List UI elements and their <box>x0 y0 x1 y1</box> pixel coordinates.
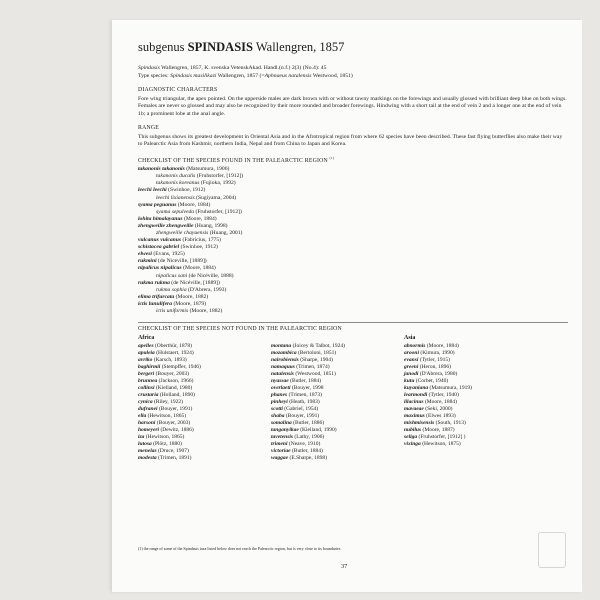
species-author: (Huang, 2001) <box>208 229 243 236</box>
type-species-mid: Wallengren, 1857 (= <box>216 72 265 79</box>
species-author: (Swinhoe, 1912) <box>166 187 206 194</box>
list-item <box>138 441 201 448</box>
species-name: ictis lunulifera <box>138 300 173 307</box>
species-author: (Fruhstorfer, [1912]) <box>195 173 244 180</box>
species-name: homeyeri <box>138 427 160 434</box>
species-name: somalina <box>271 420 292 427</box>
species-author: (Moore, 1884) <box>423 399 458 406</box>
divider <box>138 322 568 323</box>
species-name: vulcanus vulcanus <box>138 237 182 244</box>
list-item <box>404 441 472 448</box>
species-author: (Fruhstorfer, [1912]) <box>194 208 242 215</box>
species-name: menelas <box>138 448 157 454</box>
notfound-columns <box>138 334 568 461</box>
species-name: nubilus <box>404 427 422 434</box>
species-name: lohita himalayanus <box>138 215 183 222</box>
species-author: (Heron, 1896) <box>418 364 451 371</box>
list-item <box>404 420 472 427</box>
species-author: (Moore, 1882) <box>174 293 209 300</box>
species-name: trimeni <box>271 441 288 448</box>
species-author: (Corbet, 1940) <box>414 378 449 385</box>
species-author: (Fabricius, 1775) <box>181 237 221 244</box>
list-item <box>138 455 201 462</box>
asia-column <box>404 335 472 448</box>
species-name: modesta <box>138 454 157 461</box>
list-item <box>271 448 345 455</box>
species-name: nyassae <box>271 378 289 385</box>
species-name: shaba <box>271 413 285 420</box>
list-item <box>271 441 345 448</box>
species-author: (Moore, 1887) <box>421 427 455 434</box>
species-author: (Westwood, 1851) <box>293 371 336 378</box>
species-name: rukma rukma <box>138 279 170 286</box>
diagnostic-heading: DIAGNOSTIC CHARACTERS <box>138 87 218 94</box>
species-author: (Moore, 1884) <box>176 201 211 208</box>
species-name: namaquus <box>271 364 295 371</box>
species-author: (de Nicéville, [1889]) <box>169 279 220 286</box>
species-name: tanganyikae <box>271 427 299 434</box>
species-author: (Stempffer, 1946) <box>160 364 201 371</box>
species-name: greeni <box>404 364 419 371</box>
species-author: (Elwes 1893) <box>424 413 456 420</box>
species-name: iza <box>138 434 145 441</box>
type-species <box>138 73 568 81</box>
list-item <box>271 434 345 441</box>
species-author: (Hewitson, 1875) <box>420 441 461 448</box>
species-name: elima trifurcata <box>138 293 175 300</box>
species-name: nipalicus sani <box>156 272 188 279</box>
species-name: baghirmii <box>138 364 161 371</box>
species-author: (de Niceville, [1889]) <box>156 258 207 265</box>
species-author: (Heath, 1983) <box>287 399 320 406</box>
species-row <box>138 280 568 287</box>
species-name: learmondi <box>404 392 428 399</box>
species-author: (Lathy, 1906) <box>293 434 325 441</box>
species-author: (Hewitson, 1865) <box>144 434 185 441</box>
type-species-name: Spindasis masilikazi <box>170 72 217 79</box>
species-name: nipalicus nipalicus <box>138 265 182 272</box>
species-author: (Moore, 1884) <box>181 265 216 272</box>
list-item <box>271 420 345 427</box>
species-name: natalensis <box>271 371 294 378</box>
species-name: cynica <box>138 399 153 406</box>
species-author: (Bouyer, 1998 <box>290 385 324 392</box>
checklist-found-footnote-mark: (1) <box>329 155 335 160</box>
species-author: (Swinhoe, 1912) <box>179 244 218 251</box>
species-row <box>138 301 568 308</box>
species-row <box>138 244 568 251</box>
species-name: vixinga <box>404 441 421 448</box>
species-author: (Hulstaert, 1924) <box>154 350 194 357</box>
species-author: (Sugiyama, 2004) <box>194 194 237 201</box>
book-page <box>112 20 582 592</box>
species-name: apelles <box>138 343 154 350</box>
species-name: kuyaniana <box>404 385 429 392</box>
species-name: takanonis ducalis <box>156 173 196 180</box>
species-author: (Bouyer, 1991) <box>284 413 320 420</box>
species-name: collinsi <box>138 385 155 392</box>
species-name: zhengweilie chayuensis <box>156 229 209 236</box>
species-author: (de Nicéville, 1888) <box>187 272 234 279</box>
citation <box>138 65 568 73</box>
species-author: (Bouyer, 2003) <box>154 371 189 378</box>
species-author: (Butler, 1884) <box>288 378 322 385</box>
species-name: abnormis <box>404 343 426 350</box>
species-author: (Kielland, 1980) <box>154 385 193 392</box>
species-author: (Sharpe, 1904) <box>298 357 333 364</box>
checklist-found-heading <box>138 156 568 165</box>
species-name: maximus <box>404 413 425 420</box>
species-author: (Matsumura, 1919) <box>428 385 472 392</box>
species-author: (Huang, 1998) <box>193 222 228 229</box>
species-name: phanes <box>271 392 288 399</box>
species-name: crustaria <box>138 392 159 399</box>
species-name: ella <box>138 413 147 420</box>
species-author: (D'Abrera, 1993) <box>186 286 227 293</box>
watermark-seal <box>538 532 566 568</box>
list-item <box>271 427 345 434</box>
africa-list-1 <box>138 343 201 462</box>
species-name: pinheyi <box>271 399 288 406</box>
species-author: (Seki, 2000) <box>423 406 453 413</box>
species-author: (Tytler, 1940) <box>427 392 459 399</box>
africa-column-2 <box>271 335 345 462</box>
list-item <box>271 413 345 420</box>
species-author: (Joicey & Talbot, 1924) <box>291 343 345 350</box>
species-author: (Matsumura, 1906) <box>184 166 230 173</box>
species-name: seliga <box>404 434 418 441</box>
species-author: (Hewitson, 1865) <box>146 413 187 420</box>
species-author: (Moore, 1879) <box>172 300 207 307</box>
species-author: (Moore, 1884) <box>425 343 459 350</box>
species-author: (Butler, 1886) <box>291 420 325 427</box>
species-name: takanonis takanonis <box>138 166 185 173</box>
footnote: (1) the range of some of the Spindasis taxa listed below does not reach the Palearctic region, but is very close to its boundaries <box>138 546 341 551</box>
species-name: tavetensis <box>271 434 293 441</box>
species-name: syama peguanus <box>138 201 177 208</box>
species-author: (E.Sharpe, 1898) <box>288 454 327 461</box>
page-number: 37 <box>341 563 348 570</box>
species-name: kutu <box>404 378 415 385</box>
species-author: (Trimen, 1874) <box>294 364 330 371</box>
species-name: arooni <box>404 350 419 357</box>
type-species-tail: Westwood, 1851) <box>311 72 353 79</box>
species-author: (Holland, 1890) <box>158 392 195 399</box>
checklist-notfound-heading: CHECKLIST OF THE SPECIES NOT FOUND IN THE PALEARCTIC REGION <box>138 326 342 333</box>
diagnostic-text: Fore wing triangular, the apex pointed. On the upperside males are dark brown with or without tawny markings on the forewings and usually glossed with brilliant deep blue on both wings. Females are never so glossed and may also be recognized by their more rounded and broader forewings. Hindwing with a short tail at the end of vein 2 and a longer one at the end of vein 1b; a prominent lobe at the anal angle. <box>138 95 567 117</box>
page-title <box>138 40 568 55</box>
species-name: overlaeti <box>271 385 291 392</box>
range-heading: RANGE <box>138 125 159 132</box>
species-name: janodi <box>404 371 419 378</box>
species-name: ictis uniformis <box>156 308 189 314</box>
species-row <box>138 209 568 216</box>
species-name: avriko <box>138 357 153 364</box>
list-item <box>271 455 345 462</box>
species-name: victoriae <box>271 448 291 454</box>
species-name: waggae <box>271 454 289 461</box>
species-name: bergeri <box>138 371 155 378</box>
citation-genus: Spindasis <box>138 65 160 71</box>
species-name: leechi leechi <box>138 187 167 194</box>
list-item <box>404 413 472 420</box>
species-author: (Gabriel, 1954) <box>282 406 319 413</box>
species-author: (South, 1913) <box>434 420 466 427</box>
species-author: (Bertoloni, 1851) <box>296 350 337 357</box>
found-species-list <box>138 166 568 315</box>
species-name: montana <box>271 343 292 350</box>
checklist-found-title: CHECKLIST OF THE SPECIES FOUND IN THE PALEARCTIC REGION <box>138 157 328 164</box>
species-name: lutosa <box>138 441 152 448</box>
species-author: (Trimen, 1873) <box>287 392 322 399</box>
species-row <box>138 273 568 280</box>
title-author: Wallengren, 1857 <box>252 40 345 54</box>
species-author: (Fujioka, 1992) <box>199 180 236 187</box>
species-row <box>138 265 568 272</box>
species-name: zhengweilie zhengweilie <box>138 222 194 229</box>
species-author: (Oberthür, 1878) <box>153 343 193 350</box>
species-name: mishmisensis <box>404 420 435 427</box>
species-name: evansi <box>404 357 419 364</box>
species-name: harsoni <box>138 420 156 427</box>
citation-text: Wallengren, 1857, K. svenska VetenskAkad. Handl.(n.f.) 2(3) (No.4): 45 <box>159 65 327 71</box>
species-name: dufranei <box>138 406 158 413</box>
species-name: rukmini <box>138 258 157 265</box>
species-row <box>138 287 568 294</box>
species-author: (Kielland, 1990) <box>298 427 337 434</box>
title-prefix: subgenus <box>138 40 188 54</box>
species-name: schistacea gabriel <box>138 244 180 251</box>
range-text: This subgenus shows its greatest development in Oriental Asia and in the Afrotropical region from where 62 species have been described. These fast flying butterflies also make their way to Palearctic Asia from Kashmir, northern India, Nepal and from China to Japan and Korea. <box>138 133 563 148</box>
africa-list-2 <box>271 343 345 462</box>
species-name: leechi lixianensis <box>156 194 195 201</box>
list-item <box>138 413 201 420</box>
species-row <box>138 187 568 194</box>
asia-heading: Asia <box>404 334 416 341</box>
africa-column-1 <box>138 335 201 462</box>
species-name: syama sepulveda <box>156 208 195 215</box>
species-row <box>138 216 568 223</box>
species-row <box>138 223 568 230</box>
species-name: scotti <box>271 406 283 413</box>
list-item <box>138 427 201 434</box>
species-name: rukma sophia <box>156 286 187 293</box>
title-genus-name: SPINDASIS <box>187 40 253 54</box>
species-author: (Jackson, 1966) <box>157 378 194 385</box>
species-row <box>138 202 568 209</box>
species-author: (Moore, 1884) <box>182 215 217 222</box>
list-item <box>138 434 201 441</box>
list-item <box>138 420 201 427</box>
species-author: (Trimen, 1891) <box>156 454 192 461</box>
species-author: (Dewitz, 1886) <box>159 427 194 434</box>
species-author: (Karsch, 1893) <box>152 357 187 364</box>
species-name: mavaeae <box>404 406 424 413</box>
type-species-lead: Type species: <box>138 72 171 79</box>
species-name: brunnea <box>138 378 158 385</box>
species-name: mozambica <box>271 350 297 357</box>
species-author: (Neave, 1910) <box>287 441 321 448</box>
species-name: apuleia <box>138 350 155 357</box>
species-author: (Fruhstorfer, [1912] ) <box>417 434 466 441</box>
page-content <box>138 40 568 461</box>
species-author: (Evans, 1925) <box>151 251 185 258</box>
list-item <box>138 448 201 455</box>
species-author: (Moore, 1882) <box>188 308 223 314</box>
species-author: (Kimura, 1990) <box>418 350 455 357</box>
species-row <box>138 230 568 237</box>
species-row <box>138 195 568 202</box>
species-name: lilacinus <box>404 399 424 406</box>
species-author: (Bouyer, 1991) <box>157 406 193 413</box>
species-author: (Butler, 1884) <box>290 448 323 454</box>
species-author: (Plötz, 1880) <box>151 441 182 448</box>
asia-list <box>404 343 472 448</box>
species-row <box>138 308 568 315</box>
species-author: (Druce, 1907) <box>156 448 189 454</box>
africa-heading: Africa <box>138 334 155 341</box>
species-name: elwesi <box>138 251 152 258</box>
species-author: (Riley, 1922) <box>152 399 184 406</box>
type-species-synonym: Aphnaeus natalensis <box>264 72 312 79</box>
species-author: (Bouyer, 2003) <box>155 420 191 427</box>
species-name: takanonis koreanus <box>156 180 200 187</box>
species-author: (Tytler, 1915) <box>418 357 450 364</box>
species-row <box>138 294 568 301</box>
species-name: nairobiensis <box>271 357 299 364</box>
species-author: (D'Abrera, 1980) <box>418 371 458 378</box>
list-item <box>404 427 472 434</box>
list-item <box>404 434 472 441</box>
